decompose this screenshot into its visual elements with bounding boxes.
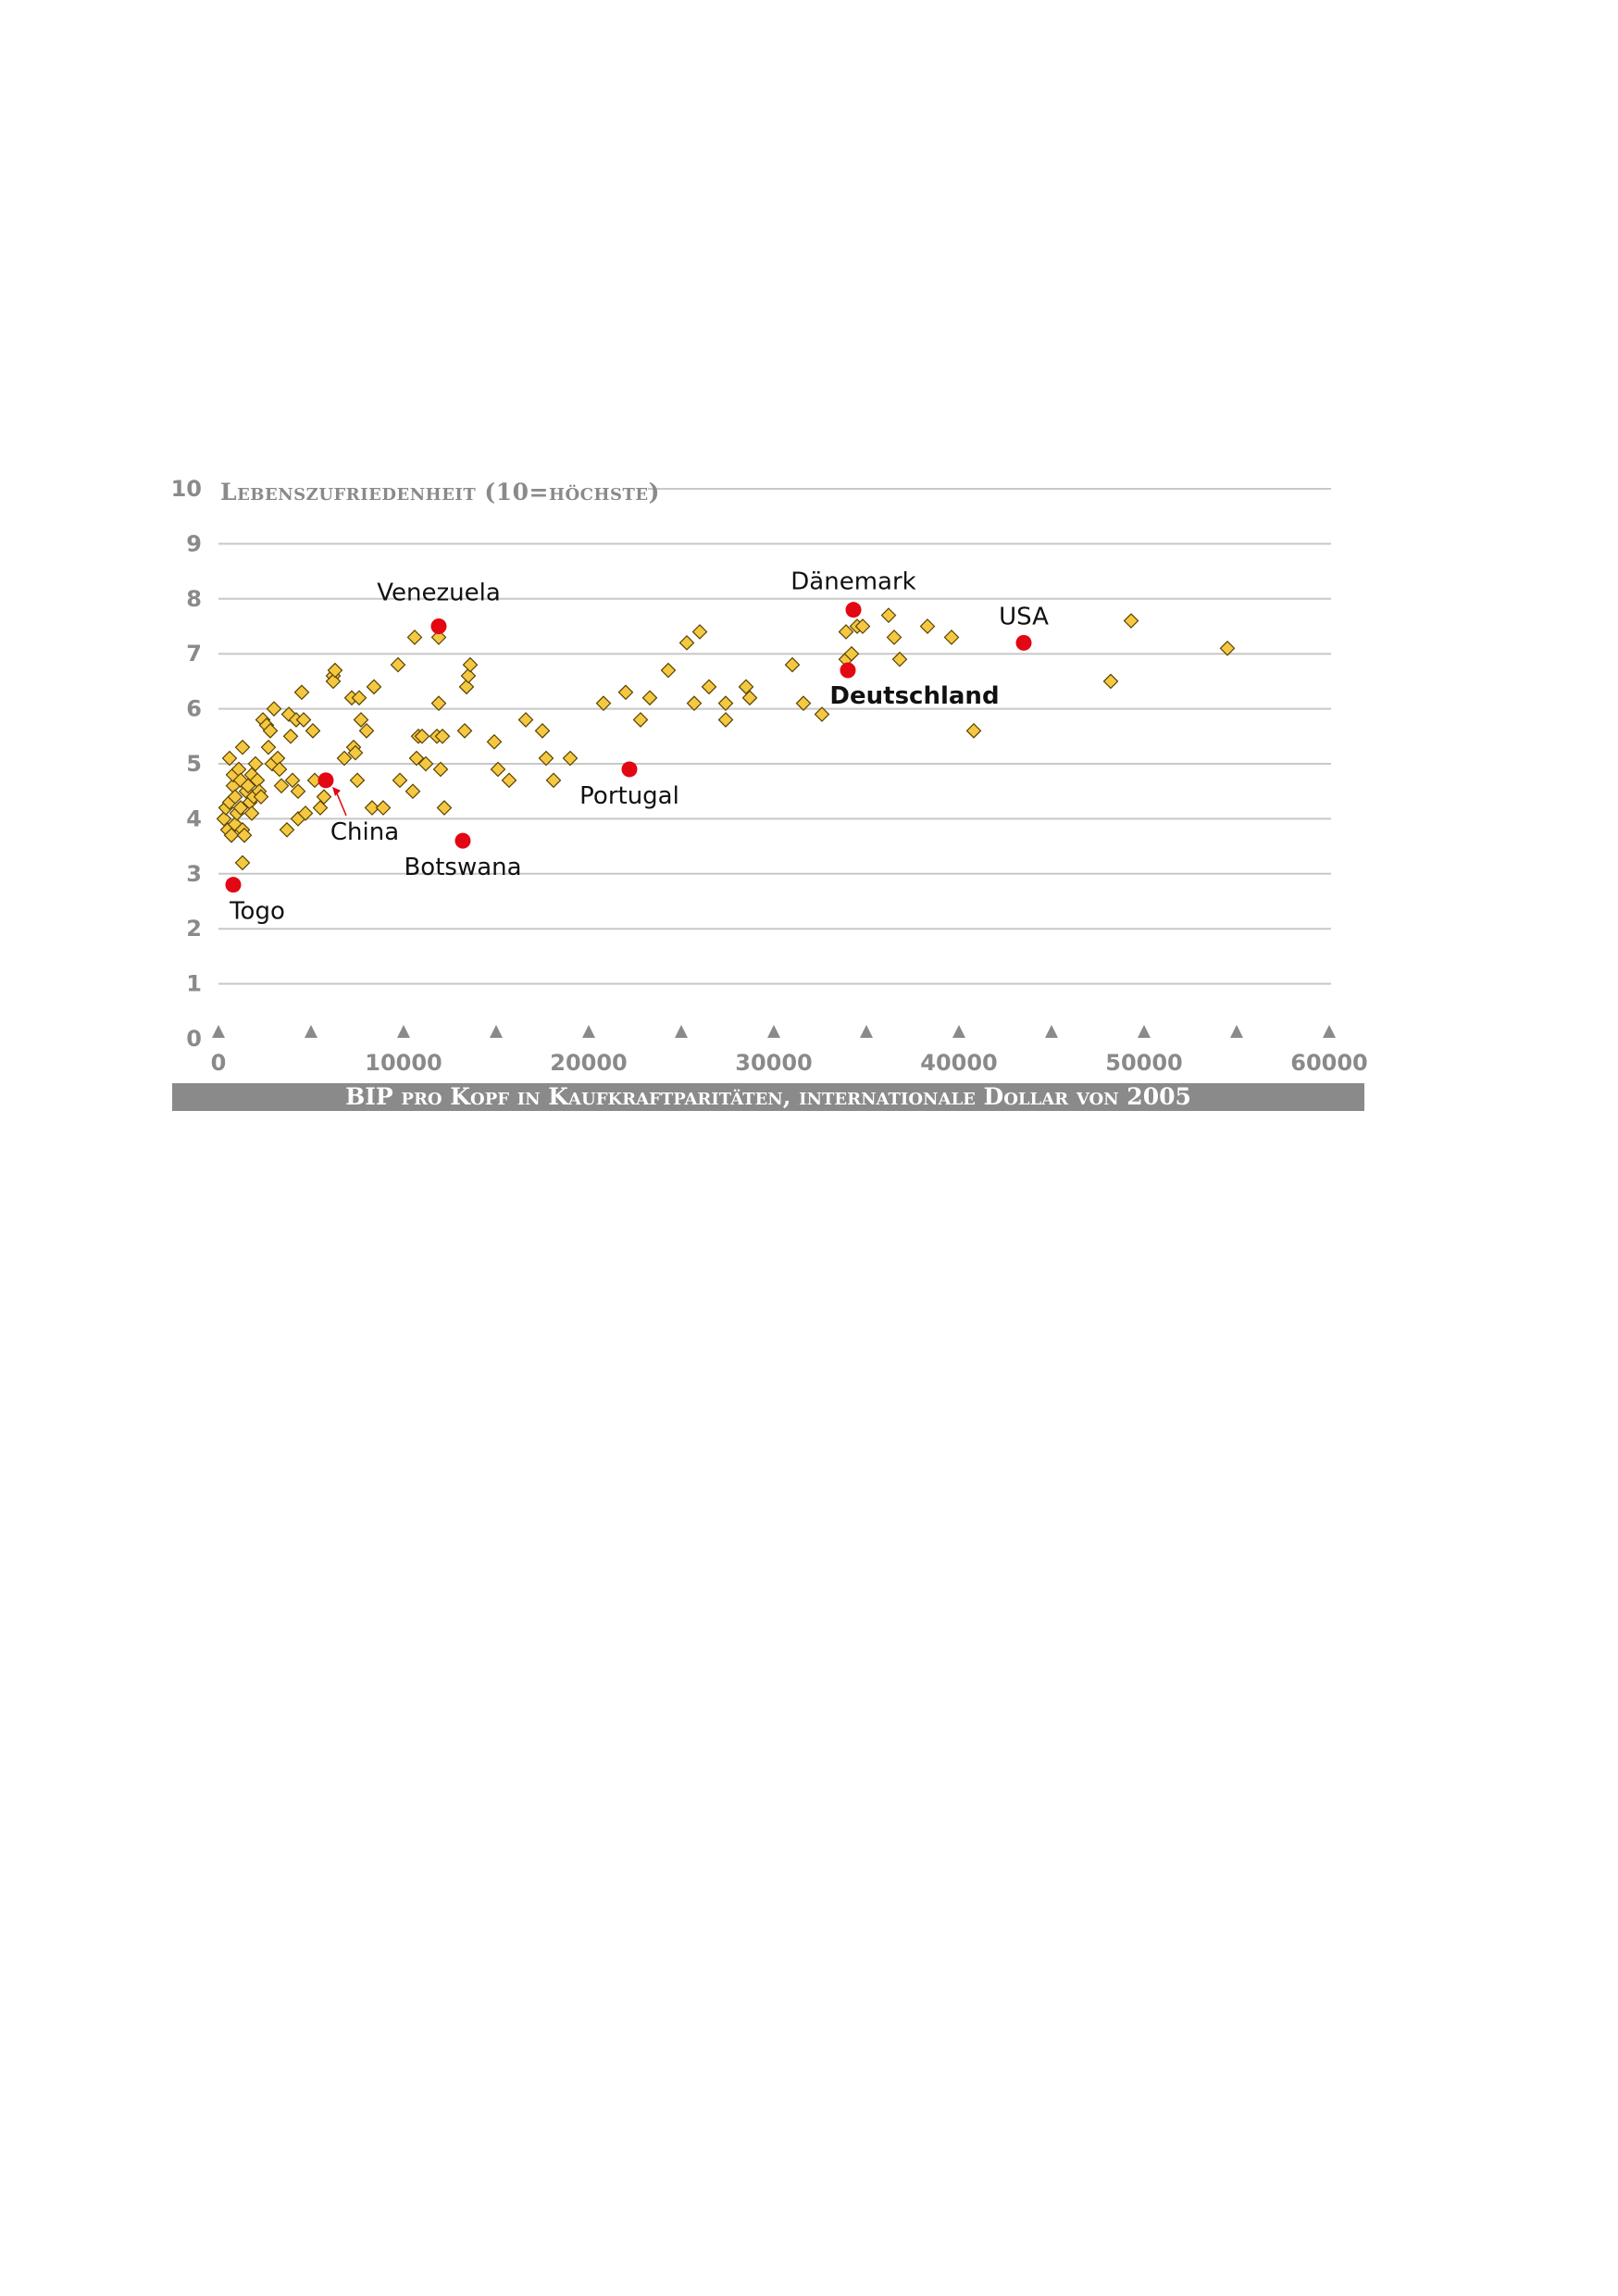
data-point xyxy=(536,724,550,738)
x-axis-marker xyxy=(397,1025,410,1038)
country-label: Deutschland xyxy=(829,682,1000,711)
x-axis-marker xyxy=(952,1025,965,1038)
country-label: Venezuela xyxy=(377,579,501,607)
y-tick-label: 3 xyxy=(186,860,202,887)
gridlines xyxy=(218,489,1331,984)
data-point xyxy=(236,741,250,755)
x-axis-marker xyxy=(1138,1025,1151,1038)
y-tick-label: 8 xyxy=(186,585,202,612)
y-tick-label: 2 xyxy=(186,916,202,942)
highlight-point xyxy=(431,618,447,634)
data-point xyxy=(406,784,420,798)
x-axis-marker xyxy=(675,1025,688,1038)
data-point xyxy=(262,741,276,755)
data-point xyxy=(703,680,716,693)
highlight-point xyxy=(455,833,471,849)
x-axis-marker xyxy=(860,1025,873,1038)
country-label: USA xyxy=(999,603,1049,631)
data-point xyxy=(284,730,298,743)
data-point xyxy=(693,625,707,639)
data-point xyxy=(393,773,407,787)
data-point xyxy=(464,658,478,672)
x-axis-triangle-markers xyxy=(212,1025,1336,1038)
y-axis-title: Lebenszufriedenheit (10=höchste) xyxy=(220,479,660,505)
data-point xyxy=(888,630,902,644)
highlight-point xyxy=(318,772,334,788)
x-tick-label: 20000 xyxy=(550,1050,628,1076)
data-point xyxy=(268,702,281,716)
data-point xyxy=(1125,614,1139,628)
data-point xyxy=(680,636,694,650)
x-axis-title: BIP pro Kopf in Kaufkraftparitäten, internationale Dollar von 2005 xyxy=(345,1083,1191,1110)
y-tick-label: 7 xyxy=(186,641,202,668)
x-tick-label: 0 xyxy=(210,1050,227,1076)
data-point xyxy=(367,680,381,693)
country-label: Togo xyxy=(230,897,285,926)
highlight-point xyxy=(226,877,242,892)
china-arrow-head xyxy=(332,787,341,796)
data-point xyxy=(786,658,800,672)
highlight-point xyxy=(1016,635,1032,651)
x-axis-marker xyxy=(305,1025,317,1038)
country-label: Portugal xyxy=(579,781,679,810)
data-point xyxy=(462,668,476,682)
data-point xyxy=(945,630,959,644)
x-axis-marker xyxy=(212,1025,225,1038)
y-tick-label: 4 xyxy=(186,805,202,832)
country-label: Dänemark xyxy=(790,568,916,596)
data-point xyxy=(662,664,676,678)
x-axis-marker xyxy=(490,1025,503,1038)
data-point xyxy=(882,608,896,622)
data-point xyxy=(306,724,320,738)
data-point xyxy=(1104,674,1118,688)
data-point xyxy=(377,801,391,815)
data-point xyxy=(458,724,472,738)
x-tick-label: 10000 xyxy=(365,1050,442,1076)
highlight-point xyxy=(622,761,638,777)
data-point xyxy=(295,685,309,699)
x-tick-label: 30000 xyxy=(735,1050,813,1076)
y-tick-label: 5 xyxy=(186,751,202,777)
y-tick-labels xyxy=(171,476,202,1052)
data-point xyxy=(503,773,517,787)
x-axis-marker xyxy=(1323,1025,1336,1038)
data-point xyxy=(392,658,405,672)
y-tick-label: 0 xyxy=(186,1026,202,1052)
data-point xyxy=(643,691,657,705)
y-tick-label: 9 xyxy=(186,530,202,557)
data-point xyxy=(967,724,981,738)
china-arrow-line xyxy=(336,792,346,816)
x-axis-marker xyxy=(582,1025,595,1038)
data-point xyxy=(460,680,474,693)
y-tick-label: 6 xyxy=(186,695,202,722)
highlight-point xyxy=(846,602,862,618)
x-axis-marker xyxy=(767,1025,780,1038)
x-tick-labels xyxy=(211,1050,1368,1076)
data-point xyxy=(619,685,633,699)
data-point xyxy=(408,630,422,644)
y-tick-label: 1 xyxy=(186,970,202,997)
data-point xyxy=(488,735,502,749)
x-tick-label: 40000 xyxy=(920,1050,998,1076)
data-point xyxy=(236,855,250,869)
data-point xyxy=(634,713,648,727)
x-axis-marker xyxy=(1230,1025,1243,1038)
country-label: Botswana xyxy=(404,854,522,882)
data-point xyxy=(547,773,561,787)
country-label: China xyxy=(330,817,400,846)
data-point xyxy=(519,713,533,727)
y-tick-label: 10 xyxy=(170,476,202,502)
x-tick-label: 60000 xyxy=(1290,1050,1368,1076)
data-point xyxy=(921,619,935,633)
data-point xyxy=(280,823,294,837)
data-point xyxy=(438,801,452,815)
data-point xyxy=(719,713,733,727)
data-point xyxy=(351,773,365,787)
highlight-point xyxy=(840,663,856,679)
x-axis-marker xyxy=(1045,1025,1058,1038)
x-tick-label: 50000 xyxy=(1105,1050,1183,1076)
